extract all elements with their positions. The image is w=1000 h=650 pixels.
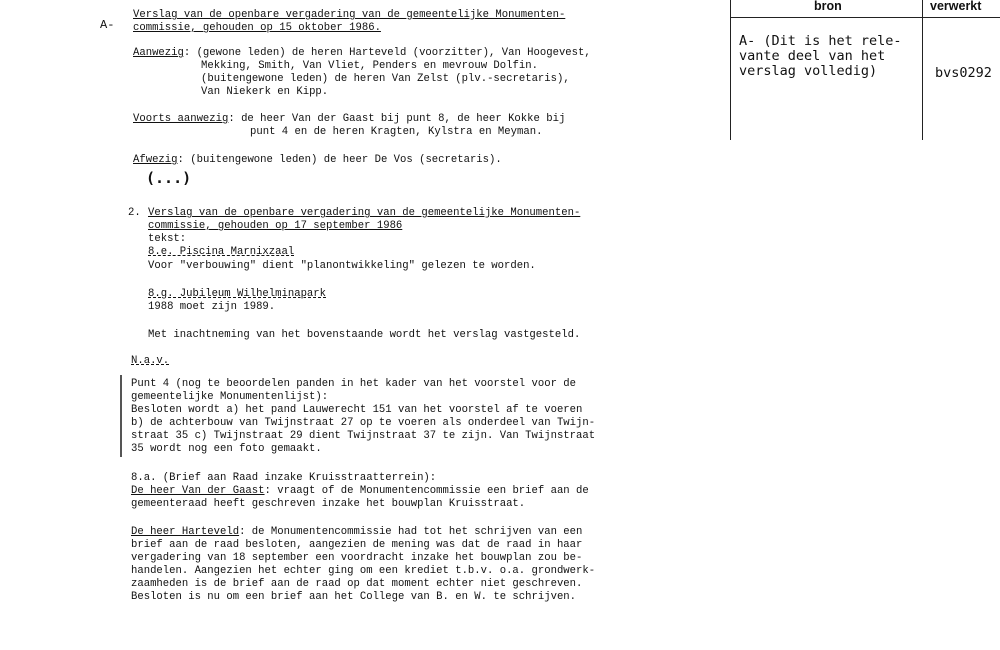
present-line2: Mekking, Smith, Van Vliet, Penders en mevrouw Dolfin. — [201, 60, 538, 72]
nav-p3-line3: vergadering van 18 september een voordracht inzake het bouwplan zou be- — [131, 552, 583, 564]
nav-p2-line2 — [131, 485, 589, 499]
table-header-verwerkt: verwerkt — [930, 0, 982, 13]
table-border-left — [730, 0, 731, 140]
nav-p3-text: : de Monumentencommissie had tot het schrijven van een — [239, 526, 583, 538]
present-text: : (gewone leden) de heren Harteveld (voorzitter), Van Hoogevest, — [183, 47, 591, 59]
nav-p1-line4: b) de achterbouw van Twijnstraat 27 op te voeren als onderdeel van Twijn- — [131, 417, 596, 429]
nav-p2-line1: 8.a. (Brief aan Raad inzake Kruisstraatterrein): — [131, 472, 437, 484]
nav-p2-line3: gemeenteraad heeft geschreven inzake het bouwplan Kruisstraat. — [131, 498, 526, 510]
item2-sub2-text: 1988 moet zijn 1989. — [148, 301, 276, 313]
nav-p3-line1 — [131, 526, 582, 540]
table-bron-line2: vante deel van het — [739, 48, 886, 64]
absent-text: : (buitengewone leden) de heer De Vos (secretaris). — [177, 154, 502, 166]
nav-p2-text: : vraagt of de Monumentencommissie een brief aan de — [264, 485, 589, 497]
item2-tekst-label: tekst: — [148, 233, 187, 245]
present-line4: Van Niekerk en Kipp. — [201, 86, 329, 98]
table-divider — [922, 0, 923, 140]
present-line1 — [133, 47, 591, 61]
nav-p1-line2: gemeentelijke Monumentenlijst): — [131, 391, 329, 403]
also-present-line1 — [133, 113, 565, 127]
present-label: Aanwezig — [133, 47, 184, 59]
nav-p3-line4: handelen. Aangezien het echter ging om een krediet t.b.v. o.a. grondwerk- — [131, 565, 596, 577]
nav-heading: N.a.v. — [131, 355, 170, 367]
table-bron-line3: verslag volledig) — [739, 63, 878, 79]
table-verwerkt-value: bvs0292 — [935, 65, 992, 81]
nav-p3-line2: brief aan de raad besloten, aangezien de mening was dat de raad in haar — [131, 539, 583, 551]
nav-p1-line3: Besloten wordt a) het pand Lauwerecht 151 van het voorstel af te voeren — [131, 404, 583, 416]
table-header-bron: bron — [814, 0, 842, 13]
margin-bar — [120, 375, 122, 457]
item2-sub2-title: 8.g. Jubileum Wilhelminapark — [148, 288, 327, 300]
item2-title-line2: commissie, gehouden op 17 september 1986 — [148, 220, 403, 232]
nav-p3-line5: zaamheden is de brief aan de raad op dat moment echter niet geschreven. — [131, 578, 583, 590]
nav-p3-name: De heer Harteveld — [131, 526, 240, 538]
nav-p1-line5: straat 35 c) Twijnstraat 29 dient Twijnstraat 37 te zijn. Van Twijnstraat — [131, 430, 596, 442]
nav-p2-name: De heer Van der Gaast — [131, 485, 265, 497]
also-present-line2: punt 4 en de heren Kragten, Kylstra en Meyman. — [250, 126, 543, 138]
item2-sub1-title: 8.e. Piscina Marnixzaal — [148, 246, 295, 258]
absent-label: Afwezig — [133, 154, 178, 166]
nav-p1-line6: 35 wordt nog een foto gemaakt. — [131, 443, 322, 455]
item2-number: 2. — [128, 207, 141, 219]
section-a-title-line1: Verslag van de openbare vergadering van de gemeentelijke Monumenten- — [133, 9, 566, 21]
section-a-title-line2: commissie, gehouden op 15 oktober 1986. — [133, 22, 381, 34]
section-letter: A- — [100, 18, 115, 32]
present-line3: (buitengewone leden) de heren Van Zelst (plv.-secretaris), — [201, 73, 570, 85]
also-present-text: : de heer Van der Gaast bij punt 8, de heer Kokke bij — [228, 113, 566, 125]
item2-conclusion: Met inachtneming van het bovenstaande wordt het verslag vastgesteld. — [148, 329, 581, 341]
nav-p1-line1: Punt 4 (nog te beoordelen panden in het kader van het voorstel voor de — [131, 378, 577, 390]
also-present-label: Voorts aanwezig — [133, 113, 229, 125]
item2-sub1-text: Voor "verbouwing" dient "planontwikkeling" gelezen te worden. — [148, 260, 536, 272]
absent-line — [133, 154, 502, 168]
table-bron-line1: A- (Dit is het rele- — [739, 33, 902, 49]
item2-title-line1: Verslag van de openbare vergadering van de gemeentelijke Monumenten- — [148, 207, 581, 219]
table-header-rule — [730, 17, 1000, 18]
ellipsis-handwritten: (...) — [146, 169, 192, 187]
nav-p3-line6: Besloten is nu om een brief aan het College van B. en W. te schrijven. — [131, 591, 577, 603]
source-table — [730, 0, 1000, 140]
